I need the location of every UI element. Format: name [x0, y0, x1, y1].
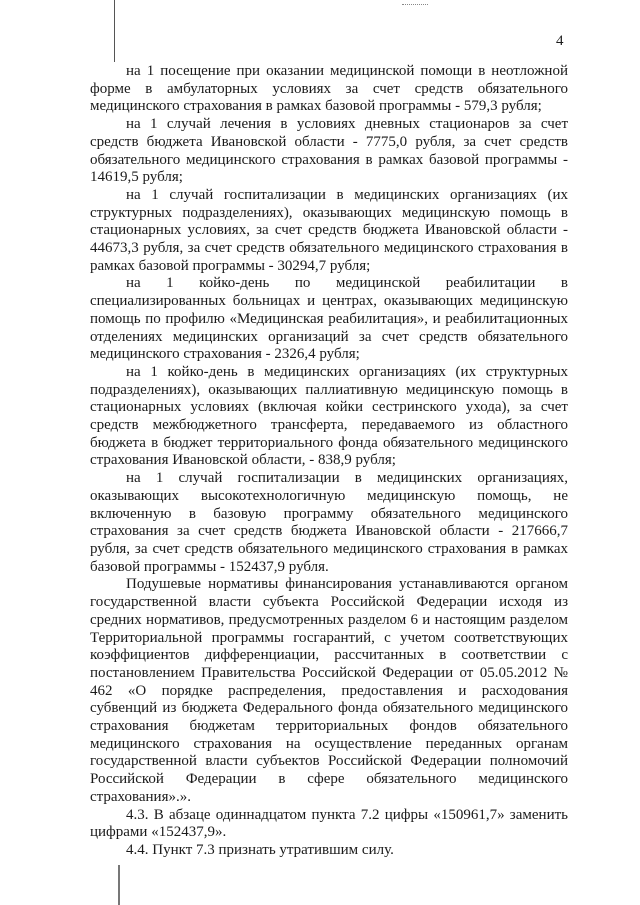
paragraph-amendment-4-4: 4.4. Пункт 7.3 признать утратившим силу. — [126, 841, 394, 858]
scan-margin-line — [114, 0, 115, 62]
paragraph-hospitalization: на 1 случай госпитализации в медицинских организациях (их структурных подразделениях), оказывающих медицинскую помощь в стационарных условиях, за счет средств бюджета Ивановской области - 44673,3 рубля, за счет средств обязательного медицинского страхования в рамках базовой программы - 30294,7 рубля; — [90, 186, 568, 274]
paragraph-amendment-4-3: 4.3. В абзаце одиннадцатом пункта 7.2 цифры «150961,7» заменить цифрами «152437,9». — [90, 806, 568, 841]
paragraph-high-tech: на 1 случай госпитализации в медицинских организациях, оказывающих высокотехнологичную медицинскую помощь, не включенную в базовую программу обязательного медицинского страхования за счет средств бюджета Ивановской области - 217666,7 рубля, за счет средств обязательного медицинского страхования в рамках базовой программы - 152437,9 рубля. — [90, 470, 568, 575]
page-number: 4 — [556, 33, 564, 49]
body-text — [90, 63, 568, 860]
scan-bottom-mark — [118, 865, 120, 905]
paragraph-palliative: на 1 койко-день в медицинских организациях (их структурных подразделениях), оказывающих паллиативную медицинскую помощь в стационарных условиях (включая койки сестринского ухода), за счет средств межбюджетного трансферта, передаваемого из областного бюджета в бюджет территориального фонда обязательного медицинского страхования Ивановской области, - 838,9 рубля; — [90, 363, 568, 469]
paragraph-rehabilitation: на 1 койко-день по медицинской реабилитации в специализированных больницах и центрах, оказывающих медицинскую помощь по профилю «Медицинская реабилитация», и реабилитационных отделениях медицинских организаций за счет средств обязательного медицинского страхования - 2326,4 рубля; — [90, 275, 568, 363]
paragraph-day-hospital: на 1 случай лечения в условиях дневных стационаров за счет средств бюджета Ивановской области - 7775,0 рубля, за счет средств обязательного медицинского страхования в рамках базовой программы - 14619,5 рубля; — [90, 116, 568, 186]
scan-top-mark — [402, 4, 428, 5]
paragraph-per-capita-norms: Подушевые нормативы финансирования устанавливаются органом государственной власти субъекта Российской Федерации исходя из средних нормативов, предусмотренных разделом 6 и настоящим разделом Территориальной программы госгарантий, с учетом соответствующих коэффициентов дифференциации, рассчитанных в соответствии с постановлением Правительства Российской Федерации от 05.05.2012 № 462 «О порядке распределения, предоставления и расходования субвенций из бюджета Федерального фонда обязательного медицинского страхования бюджетам территориальных фондов обязательного медицинского страхования на осуществление переданных органам государственной власти субъектов Российской Федерации полномочий Российской Федерации в сфере обязательного медицинского страхования».». — [90, 576, 568, 805]
paragraph-ambulatory-emergency: на 1 посещение при оказании медицинской помощи в неотложной форме в амбулаторных условиях за счет средств обязательного медицинского страхования в рамках базовой программы - 579,3 рубля; — [90, 63, 568, 115]
